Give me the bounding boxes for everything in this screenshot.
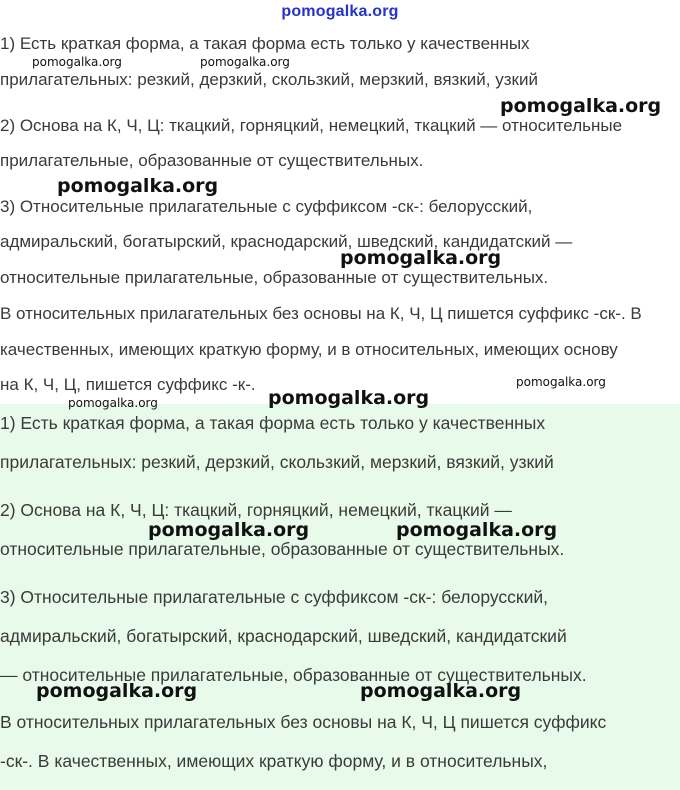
paragraph-line: 1) Есть краткая форма, а такая форма есть только у качественных — [0, 413, 546, 433]
paragraph-line: -ск-. В качественных, имеющих краткую форму, и в относительных, — [0, 751, 548, 771]
paragraph-line: адмиральский, богатырский, краснодарский, шведский, кандидатский — [0, 626, 567, 646]
paragraph-line: прилагательных: резкий, дерзкий, скользкий, мерзкий, вязкий, узкий — [0, 452, 554, 472]
watermark: pomogalka.org — [268, 387, 430, 409]
answer-panel — [0, 404, 680, 790]
paragraph-line: относительные прилагательные, образованные от существительных. — [0, 539, 565, 559]
watermark: pomogalka.org — [340, 247, 502, 269]
paragraph-line: адмиральский, богатырский, краснодарский, шведский, кандидатский — — [0, 232, 573, 251]
paragraph-line: на К, Ч, Ц, пишется суффикс -к-. — [0, 375, 256, 394]
paragraph-line: прилагательные, образованные от существительных. — [0, 151, 424, 170]
watermark: pomogalka.org — [32, 55, 122, 69]
watermark: pomogalka.org — [516, 375, 606, 389]
site-link[interactable]: pomogalka.org — [281, 3, 399, 20]
paragraph-line: относительные прилагательные, образованные от существительных. — [0, 268, 549, 287]
watermark: pomogalka.org — [36, 680, 198, 702]
paragraph-line: прилагательных: резкий, дерзкий, скользкий, мерзкий, вязкий, узкий — [0, 70, 538, 89]
paragraph-line: В относительных прилагательных без основы на К, Ч, Ц пишется суффикс — [0, 712, 607, 732]
watermark: pomogalka.org — [148, 519, 310, 541]
paragraph-line: 1) Есть краткая форма, а такая форма есть только у качественных — [0, 34, 530, 53]
paragraph-line: 3) Относительные прилагательные с суффиксом -ск-: белорусский, — [0, 197, 533, 216]
watermark: pomogalka.org — [200, 55, 290, 69]
watermark: pomogalka.org — [500, 95, 662, 117]
site-header — [0, 0, 680, 24]
watermark: pomogalka.org — [360, 680, 522, 702]
paragraph-line: качественных, имеющих краткую форму, и в относительных, имеющих основу — [0, 340, 618, 359]
watermark: pomogalka.org — [396, 519, 558, 541]
watermark: pomogalka.org — [68, 396, 158, 410]
paragraph-line: 3) Относительные прилагательные с суффиксом -ск-: белорусский, — [0, 587, 548, 607]
watermark: pomogalka.org — [57, 175, 219, 197]
paragraph-line: 2) Основа на К, Ч, Ц: ткацкий, горняцкий, немецкий, ткацкий — относительные — [0, 116, 623, 135]
paragraph-line: — относительные прилагательные, образованные от существительных. — [0, 665, 587, 685]
paragraph-line: В относительных прилагательных без основы на К, Ч, Ц пишется суффикс -ск-. В — [0, 304, 642, 323]
paragraph-line: 2) Основа на К, Ч, Ц: ткацкий, горняцкий, немецкий, ткацкий — — [0, 500, 512, 520]
